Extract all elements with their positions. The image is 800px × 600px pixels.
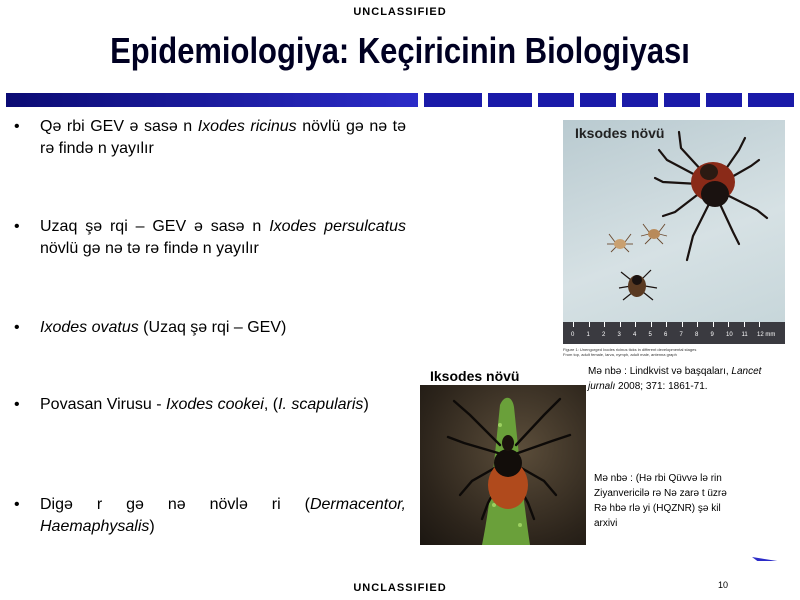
ruler-tick [651,322,652,327]
footer-arrow-line [0,555,800,561]
bullet-item [14,317,406,339]
bullet-dot-icon: • [14,319,20,336]
citation-journal: Lancet jurnalı [588,366,762,392]
ruler-tick [589,322,590,327]
ruler-tick [713,322,714,327]
title-bar-segment [424,93,482,107]
tick-closeup-photo [420,385,586,545]
bullet-text-run: ) [363,396,369,413]
bullet-text-run: ) [149,518,155,535]
citation-prefix: Mə nbə : Lindkvist və başqaları, [588,366,732,377]
ruler-tick [728,322,729,327]
bullet-text-run: Digə r gə nə növlə ri ( [40,496,310,513]
classification-bottom: UNCLASSIFIED [353,582,447,594]
mm-ruler [563,322,785,344]
bullet-text-run: Povasan Virusu - [40,396,166,413]
bullet-text-run: Ixodes cookei [166,396,264,413]
ruler-tick-label: 5 [648,332,652,338]
tick-closeup-illustration [420,385,586,545]
ruler-tick-label: 7 [679,332,683,338]
classification-top: UNCLASSIFIED [353,6,447,18]
source-caption-line: Rə hbə rlə yi (HQZNR) şə kil [594,503,721,514]
bullet-text-run: I. scapularis [278,396,364,413]
ruler-tick [697,322,698,327]
ruler-tick-label: 4 [633,332,637,338]
title-bar-segment [748,93,794,107]
citation-suffix: 2008; 371: 1861-71. [615,381,708,392]
ruler-tick [573,322,574,327]
ruler-tick [604,322,605,327]
source-caption-line: arxivi [594,518,618,529]
page-number: 10 [718,580,729,590]
ruler-tick-label: 1 [586,332,590,338]
bullet-text-run: Uzaq şə rqi – GEV ə sasə n [40,218,270,235]
title-bar-segment [664,93,700,107]
bullet-dot-icon: • [14,396,20,413]
title-bar-segment [622,93,658,107]
bullet-text [40,494,406,538]
source-citation [588,364,788,394]
ruler-tick-label: 10 [726,332,733,338]
title-bar-long [6,93,418,107]
title-bar-segment [706,93,742,107]
title-underline-bar [6,93,796,107]
arrow-head-icon [752,557,790,561]
bullet-text-run: Ixodes ovatus [40,319,139,336]
ruler-tick [682,322,683,327]
bullet-text-run: Ixodes persulcatus [269,218,407,235]
ruler-tick-label: 11 [741,332,748,338]
bullet-text-run: növlü gə nə tə rə fində n yayılır [40,118,406,157]
ruler-tick [666,322,667,327]
photo-bottom-source [594,471,774,531]
bullet-dot-icon: • [14,496,20,513]
bullet-dot-icon: • [14,118,20,135]
ruler-tick-label: 8 [695,332,699,338]
ruler-tick [759,322,760,327]
bullet-text [40,216,406,260]
photo-top-caption-line: From top, adult female, larva, nymph, adult male, antenna graph [563,352,677,357]
bullet-text [40,317,406,339]
bullet-text [40,394,406,416]
tick-stages-illustration [563,120,785,322]
ruler-tick-label: 9 [710,332,714,338]
title-bar-segment [538,93,574,107]
photo-top-label: Iksodes növü [575,125,665,141]
bullet-text-run: Qə rbi GEV ə sasə n [40,118,198,135]
title-bar-segment [580,93,616,107]
photo-bottom-label: Iksodes növü [430,368,520,384]
photo-top-caption-line: Figure 1: Unengorged Ixodes ricinus ticks in different developmental stages [563,347,697,352]
photo-top-caption [563,347,785,357]
bullet-text-run: Dermacentor, Haemaphysalis [40,496,406,535]
bullet-text-run: , ( [263,396,279,413]
bullet-item [14,394,406,416]
bullet-text-run: Ixodes ricinus [197,118,297,135]
ruler-tick-label: 0 [571,332,575,338]
page-title: Epidemiologiya: Keçiricinin Biologiyası [110,30,690,71]
ruler-tick-label: 2 [602,332,606,338]
bullet-item [14,116,406,160]
ruler-tick [635,322,636,327]
bullet-text [40,116,406,160]
title-bar-segment [488,93,532,107]
bullet-item [14,494,406,538]
bullet-text-run: (Uzaq şə rqi – GEV) [138,319,287,336]
bullet-text-run: növlü gə nə tə rə fində n yayılır [40,240,259,257]
ruler-tick-label: 6 [664,332,668,338]
ruler-tick-label: 3 [617,332,621,338]
ruler-tick [620,322,621,327]
source-caption-line: Mə nbə : (Hə rbi Qüvvə lə rin [594,473,722,484]
bullet-dot-icon: • [14,218,20,235]
tick-stages-photo [563,120,785,344]
ruler-tick-label: 12 mm [757,332,776,338]
source-caption-line: Ziyanvericilə rə Nə zarə t üzrə [594,488,727,499]
bullet-item [14,216,406,260]
ruler-tick [744,322,745,327]
